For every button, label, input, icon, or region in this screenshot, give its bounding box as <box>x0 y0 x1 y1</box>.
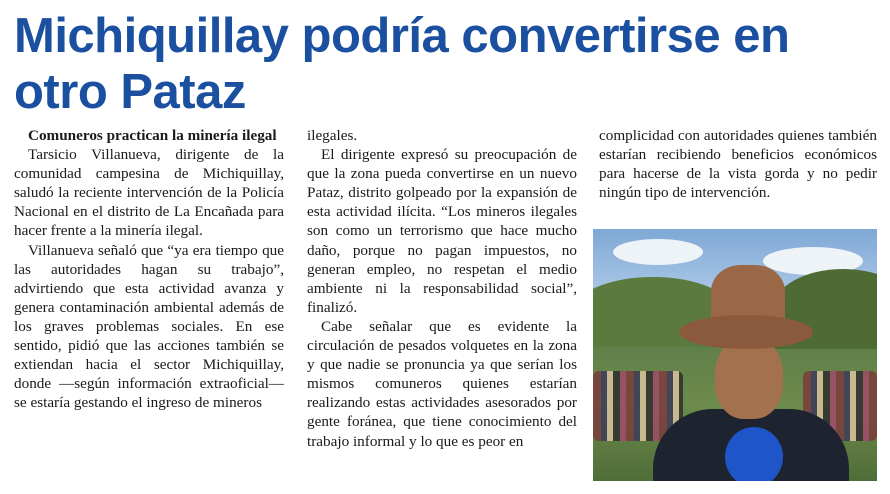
article-column-2 <box>307 126 577 451</box>
headline-line-2: otro Pataz <box>14 65 246 119</box>
microphone-icon <box>725 427 783 481</box>
paragraph: Villanueva señaló que “ya era tiempo que las autoridades hagan su trabajo”, advirtiendo que esta actividad avanza y genera contaminación ambiental además de los graves problemas sociales. En ese sentido, pidió que las acciones también se extiendan hacia el sector Michiquillay, donde —según información extraoficial— se estaría gestando el ingreso de mineros <box>14 241 284 412</box>
subheading: Comuneros practican la minería ilegal <box>28 127 277 144</box>
article-photo <box>593 229 877 481</box>
paragraph: Cabe señalar que es evidente la circulación de pesados volquetes en la zona y que nadie se pronuncia ya que serían los mismos comuneros quienes estarían realizando estas actividades asesorados por gente foránea, que tiene conocimiento del trabajo informal y lo que es peor en <box>307 317 577 450</box>
article-column-1 <box>14 126 284 412</box>
paragraph: El dirigente expresó su preocupación de que la zona pueda convertirse en un nuevo Pataz, distrito golpeado por la expansión de esta actividad ilícita. “Los mineros ilegales son como un terrorismo que hace mucho daño, porque no pagan impuestos, no generan empleo, no respetan el medio ambiente ni la responsabilidad social”, finalizó. <box>307 146 577 316</box>
hat-brim <box>679 315 813 349</box>
paragraph-continuation: complicidad con autoridades quienes también estarían recibiendo beneficios económicos para hacerse de la vista gorda y no pedir ningún tipo de intervención. <box>599 127 877 202</box>
article-column-3 <box>599 126 877 202</box>
paragraph-continuation: ilegales. <box>307 127 358 144</box>
headline-line-1: Michiquillay podría convertirse en <box>14 9 790 63</box>
paragraph: Tarsicio Villanueva, dirigente de la comunidad campesina de Michiquillay, saludó la reciente intervención de la Policía Nacional en el distrito de La Encañada para hacer frente a la minería ilegal. <box>14 146 284 240</box>
interviewee-face <box>715 337 783 419</box>
headline <box>14 8 874 120</box>
